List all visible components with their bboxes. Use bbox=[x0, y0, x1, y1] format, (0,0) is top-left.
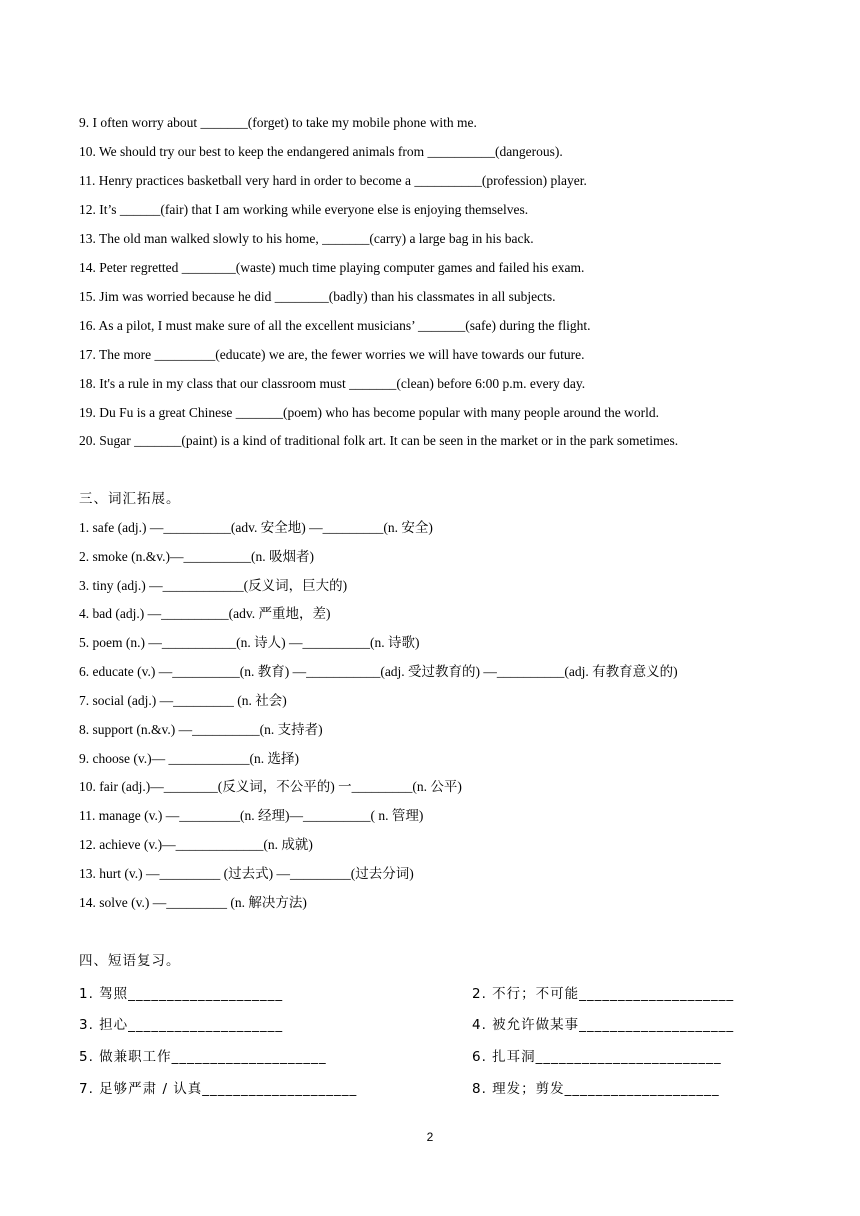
vocab-item-5: 5. poem (n.) —___________(n. 诗人) —__________(n. 诗歌) bbox=[79, 635, 420, 650]
vocab-item-2: 2. smoke (n.&v.)—__________(n. 吸烟者) bbox=[79, 549, 314, 564]
phrase-item-5: 5. 做兼职工作____________________ bbox=[79, 1049, 327, 1065]
vocab-item-1: 1. safe (adj.) —__________(adv. 安全地) —_________(n. 安全) bbox=[79, 520, 433, 535]
vocab-item-9: 9. choose (v.)— ____________(n. 选择) bbox=[79, 751, 299, 766]
question-20: 20. Sugar _______(paint) is a kind of traditional folk art. It can be seen in the market or in the park sometimes. bbox=[79, 433, 679, 448]
question-18: 18. It's a rule in my class that our classroom must _______(clean) before 6:00 p.m. every day. bbox=[79, 376, 586, 391]
vocab-item-12: 12. achieve (v.)—_____________(n. 成就) bbox=[79, 837, 313, 852]
question-17: 17. The more _________(educate) we are, the fewer worries we will have towards our future. bbox=[79, 347, 585, 362]
phrase-item-4: 4. 被允许做某事____________________ bbox=[472, 1017, 735, 1033]
phrase-item-8: 8. 理发；剪发____________________ bbox=[472, 1081, 720, 1097]
question-11: 11. Henry practices basketball very hard in order to become a __________(profession) player. bbox=[79, 173, 587, 188]
question-10: 10. We should try our best to keep the endangered animals from __________(dangerous). bbox=[79, 144, 563, 159]
vocab-item-3: 3. tiny (adj.) —____________(反义词，巨大的) bbox=[79, 578, 348, 593]
vocab-item-8: 8. support (n.&v.) —__________(n. 支持者) bbox=[79, 722, 323, 737]
question-14: 14. Peter regretted ________(waste) much time playing computer games and failed his exam. bbox=[79, 260, 585, 275]
section-4-heading: 四、短语复习。 bbox=[79, 953, 181, 969]
question-9: 9. I often worry about _______(forget) to take my mobile phone with me. bbox=[79, 115, 477, 130]
phrase-item-3: 3. 担心____________________ bbox=[79, 1017, 284, 1033]
vocab-item-10: 10. fair (adj.)—________(反义词，不公平的) 一_________(n. 公平) bbox=[79, 779, 462, 794]
phrase-item-1: 1. 驾照____________________ bbox=[79, 986, 284, 1002]
phrase-item-6: 6. 扎耳洞________________________ bbox=[472, 1049, 722, 1065]
vocab-item-6: 6. educate (v.) —__________(n. 教育) —___________(adj. 受过教育的) —__________(adj. 有教育意义的) bbox=[79, 664, 678, 679]
vocab-item-14: 14. solve (v.) —_________ (n. 解决方法) bbox=[79, 895, 307, 910]
question-15: 15. Jim was worried because he did ________(badly) than his classmates in all subjects. bbox=[79, 289, 556, 304]
page-number: 2 bbox=[426, 1130, 434, 1144]
vocab-item-7: 7. social (adj.) —_________ (n. 社会) bbox=[79, 693, 287, 708]
vocab-item-11: 11. manage (v.) —_________(n. 经理)—__________( n. 管理) bbox=[79, 808, 424, 823]
phrase-item-2: 2. 不行；不可能____________________ bbox=[472, 986, 735, 1002]
vocab-item-13: 13. hurt (v.) —_________ (过去式) —_________(过去分词) bbox=[79, 866, 414, 881]
question-12: 12. It’s ______(fair) that I am working while everyone else is enjoying themselves. bbox=[79, 202, 529, 217]
question-13: 13. The old man walked slowly to his home, _______(carry) a large bag in his back. bbox=[79, 231, 534, 246]
question-16: 16. As a pilot, I must make sure of all the excellent musicians’ _______(safe) during the flight. bbox=[79, 318, 591, 333]
section-3-heading: 三、词汇拓展。 bbox=[79, 491, 181, 507]
phrase-item-7: 7. 足够严肃 / 认真____________________ bbox=[79, 1081, 358, 1097]
vocab-item-4: 4. bad (adj.) —__________(adv. 严重地，差) bbox=[79, 606, 331, 621]
question-19: 19. Du Fu is a great Chinese _______(poem) who has become popular with many people around the world. bbox=[79, 405, 659, 420]
